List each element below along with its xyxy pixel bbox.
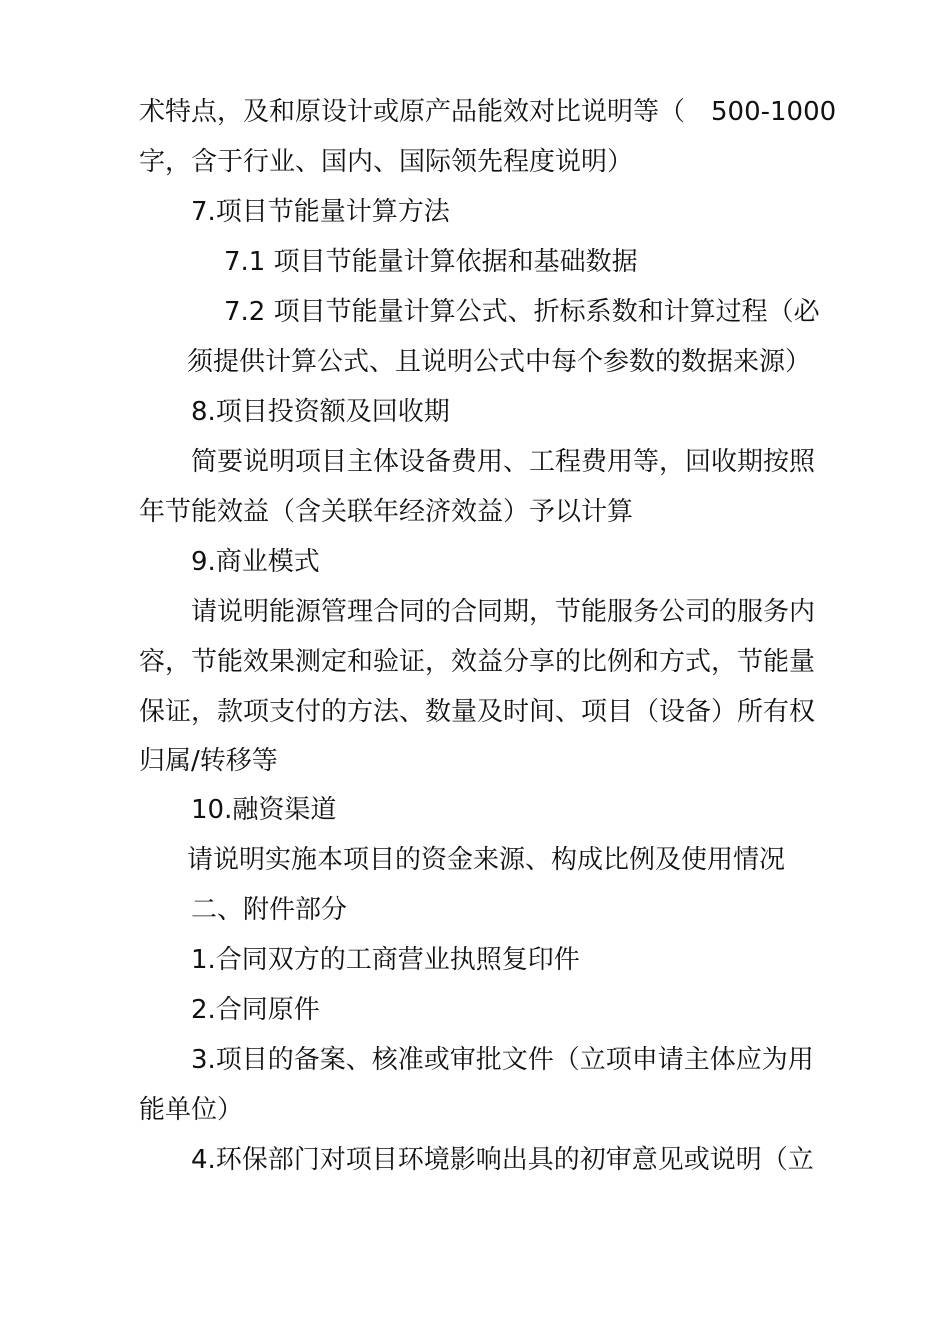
section-heading-7: 7.项目节能量计算方法	[191, 197, 450, 227]
section-heading-10: 10.融资渠道	[191, 795, 337, 825]
attachment-item-2: 2.合同原件	[191, 995, 320, 1025]
section-heading-8: 8.项目投资额及回收期	[191, 397, 450, 427]
body-text-line: 请说明能源管理合同的合同期，节能服务公司的服务内	[191, 597, 816, 627]
body-text-line: 须提供计算公式、且说明公式中每个参数的数据来源）	[187, 347, 812, 377]
part-heading-attachments: 二、附件部分	[191, 895, 348, 925]
subsection-heading-7-1: 7.1 项目节能量计算依据和基础数据	[224, 247, 638, 277]
attachment-item-1: 1.合同双方的工商营业执照复印件	[191, 945, 580, 975]
body-text-line: 容，节能效果测定和验证，效益分享的比例和方式，节能量	[139, 647, 816, 677]
attachment-item-3: 3.项目的备案、核准或审批文件（立项申请主体应为用	[191, 1045, 814, 1075]
body-text-line: 简要说明项目主体设备费用、工程费用等，回收期按照	[191, 447, 816, 477]
body-text-line: 年节能效益（含关联年经济效益）予以计算	[139, 497, 634, 527]
body-text-line: 术特点，及和原设计或原产品能效对比说明等（ 500-1000	[139, 97, 837, 127]
body-text-line: 能单位）	[139, 1095, 244, 1125]
body-text-line: 请说明实施本项目的资金来源、构成比例及使用情况	[187, 845, 786, 875]
body-text-line: 字，含于行业、国内、国际领先程度说明）	[139, 147, 634, 177]
body-text-line: 保证，款项支付的方法、数量及时间、项目（设备）所有权	[139, 697, 816, 727]
body-text-line: 归属/转移等	[139, 746, 278, 776]
section-heading-9: 9.商业模式	[191, 547, 320, 577]
subsection-heading-7-2: 7.2 项目节能量计算公式、折标系数和计算过程（必	[224, 297, 820, 327]
attachment-item-4: 4.环保部门对项目环境影响出具的初审意见或说明（立	[191, 1145, 814, 1175]
